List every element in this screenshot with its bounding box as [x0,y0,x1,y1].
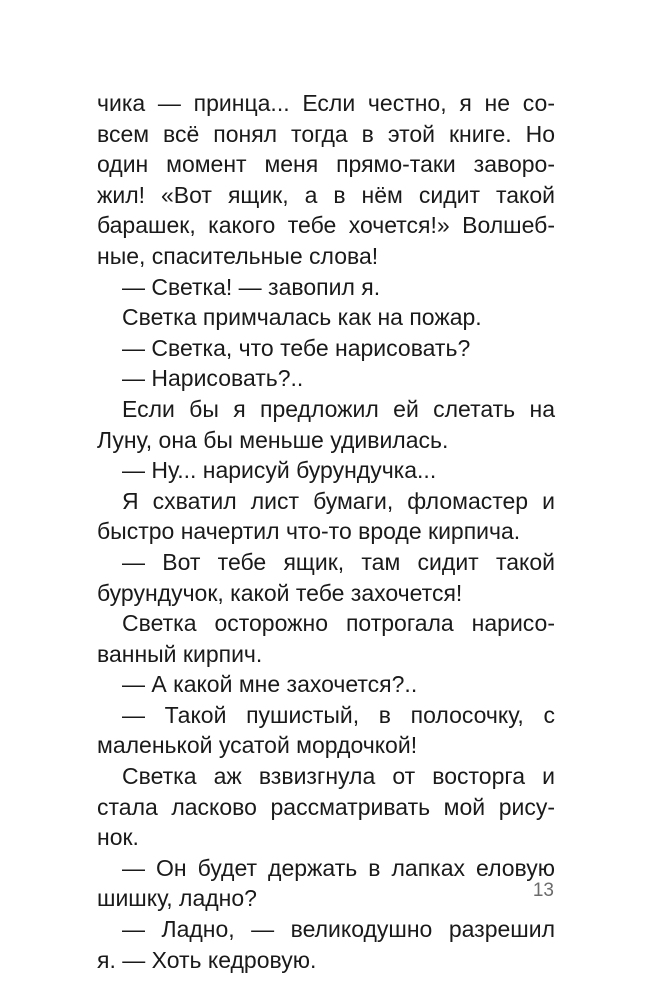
text-line: чика — принца... Если честно, я не со- [97,90,555,116]
text-line: барашек, какого тебе хочется!» Волшеб- [97,212,555,239]
text-line: всем всё понял тогда в этой книге. Но [97,120,555,147]
text-line: Луну, она бы меньше удивилась. [97,426,449,453]
text-line: — А какой мне захочется?.. [122,671,418,698]
text-line: Я схватил лист бумаги, фломастер и [122,487,555,514]
text-line: один момент меня прямо-таки заворо- [97,151,555,178]
text-line: — Светка! — завопил я. [122,273,381,300]
text-line: маленькой усатой мордочкой! [97,732,418,759]
text-line: — Ладно, — великодушно разрешил [122,916,555,943]
text-line: — Вот тебе ящик, там сидит такой [122,548,555,575]
text-line: — Ну... нарисуй бурундучка... [122,457,437,484]
text-line: Светка осторожно потрогала нарисо- [122,610,555,637]
text-line: — Светка, что тебе нарисовать? [122,334,471,361]
text-line: бурундучок, какой тебе захочется! [97,579,463,606]
text-line: — Он будет держать в лапках еловую [122,854,555,881]
text-line: — Такой пушистый, в полосочку, с [122,701,555,728]
page-number: 13 [532,880,554,901]
text-line: ные, спасительные слова! [97,242,379,269]
body-text [97,88,555,975]
text-line: нок. [97,824,139,851]
text-line: жил! «Вот ящик, а в нём сидит такой [97,181,555,208]
text-line: я. — Хоть кедровую. [97,946,317,973]
text-line: ванный кирпич. [97,640,263,667]
text-line: шишку, ладно? [97,885,257,912]
text-line: быстро начертил что-то вроде кирпича. [97,518,521,545]
text-line: стала ласково рассматривать мой рису- [97,793,555,820]
text-line: Светка аж взвизгнула от восторга и [122,763,555,790]
text-line: Если бы я предложил ей слетать на [122,395,555,422]
text-line: Светка примчалась как на пожар. [122,304,482,331]
text-line: — Нарисовать?.. [122,365,304,392]
